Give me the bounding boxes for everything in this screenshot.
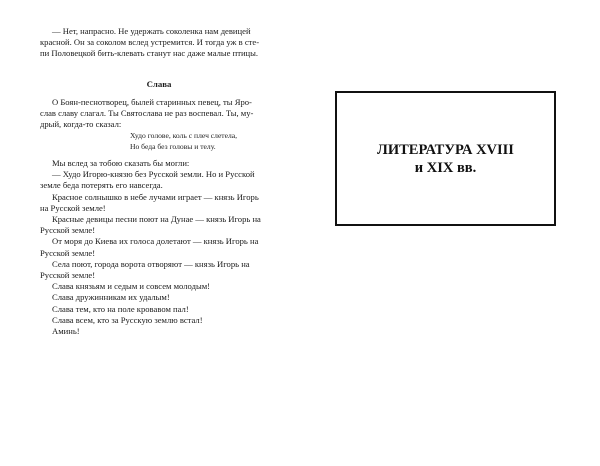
section-title-line-2: и XIX вв. <box>414 159 477 176</box>
glory-passage <box>40 158 278 337</box>
text-line: Красные девицы песни поют на Дунае — князь Игорь на <box>52 214 261 225</box>
text-line: — Нет, напрасно. Не удержать соколенка нам девицей <box>52 26 251 36</box>
quote-line: Но беда без головы и телу. <box>130 141 216 151</box>
text-line: земле беда потерять его навсегда. <box>40 180 163 191</box>
text-line: Русской земле! <box>40 270 96 281</box>
text-line: Села поют, города ворота отворяют — князь Игорь на <box>52 258 250 269</box>
text-line: Русской земле! <box>40 225 96 236</box>
text-line: — Худо Игорю-князю без Русской земли. Но и Русской <box>52 169 255 180</box>
text-line: пи Половецкой бить-клевать станут нас даже малые птицы. <box>40 48 259 59</box>
text-line: От моря до Киева их голоса долетают — князь Игорь на <box>52 236 259 247</box>
text-line: Слава всем, кто за Русскую землю встал! <box>52 314 203 325</box>
opening-paragraph <box>40 26 278 60</box>
section-title-line-1: ЛИТЕРАТУРА XVIII <box>377 141 514 158</box>
text-line: Аминь! <box>52 326 80 337</box>
section-title-frame <box>335 91 556 226</box>
text-line: на Русской земле! <box>40 202 106 213</box>
right-page <box>300 0 600 466</box>
text-line: Мы вслед за тобою сказать бы могли: <box>52 158 190 168</box>
quote-line: Худо голове, коль с плеч слетела, <box>130 131 238 140</box>
text-line: слав славу слагал. Ты Святослава не раз воспевал. Ты, му- <box>40 108 254 119</box>
text-line: красной. Он за соколом вслед устремится. И тогда уж в сте- <box>40 37 260 48</box>
section-title <box>377 141 514 177</box>
text-line: дрый, когда-то сказал: <box>40 119 122 130</box>
text-line: Русской земле! <box>40 247 96 258</box>
text-line: Красное солнышко в небе лучами играет — князь Игорь <box>52 191 259 202</box>
text-line: Слава тем, кто на поле кровавом пал! <box>52 303 189 314</box>
boyan-paragraph <box>40 97 278 131</box>
text-line: Слава дружинникам их удалым! <box>52 292 170 303</box>
text-line: О Боян-песнотворец, былей старинных певец, ты Яро- <box>52 97 252 107</box>
section-heading: Слава <box>146 79 172 89</box>
text-line: Слава князьям и седым и совсем молодым! <box>52 281 211 292</box>
boyan-quote <box>130 131 290 152</box>
